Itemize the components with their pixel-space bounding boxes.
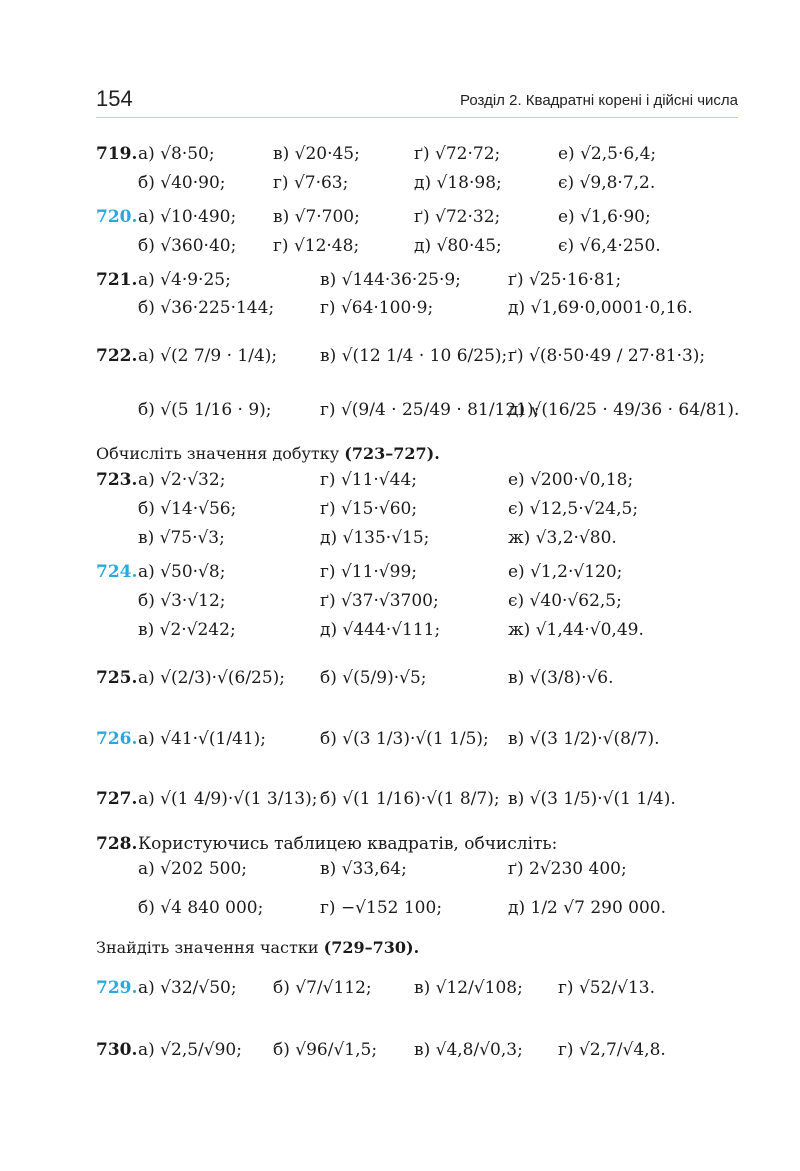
- exercise-item: б) √(5/9)·√5;: [320, 668, 427, 688]
- exercise-item: б) √14·√56;: [138, 499, 237, 519]
- exercise-item: г) −√152 100;: [320, 898, 443, 918]
- exercise-number: 728.: [96, 834, 138, 854]
- exercise-item: а) √4·9·25;: [138, 270, 231, 290]
- exercise-number: 725.: [96, 668, 138, 688]
- exercise-item: є) √12,5·√24,5;: [508, 499, 639, 519]
- exercise-item: ж) √3,2·√80.: [508, 528, 617, 548]
- exercise-item: ґ) √72·32;: [414, 207, 501, 227]
- exercise-item: г) √2,7/√4,8.: [558, 1040, 666, 1060]
- running-head: Розділ 2. Квадратні корені і дійсні числа: [460, 92, 738, 109]
- exercise-item: а) √202 500;: [138, 859, 248, 879]
- exercise-item: е) √1,2·√120;: [508, 562, 623, 582]
- exercise-item: а) √41·√(1/41);: [138, 729, 267, 749]
- exercise-item: е) √1,6·90;: [558, 207, 651, 227]
- exercise-item: е) √200·√0,18;: [508, 470, 634, 490]
- exercise-item: г) √7·63;: [273, 173, 349, 193]
- exercise-item: б) √36·225·144;: [138, 298, 275, 318]
- exercise-item: в) √(12 1/4 · 10 6/25);: [320, 346, 508, 366]
- exercise-item: б) √3·√12;: [138, 591, 226, 611]
- exercise-item: в) √(3/8)·√6.: [508, 668, 614, 688]
- exercise-item: д) √(16/25 · 49/36 · 64/81).: [508, 400, 740, 420]
- exercise-item: в) √20·45;: [273, 144, 360, 164]
- exercise-item: ґ) √15·√60;: [320, 499, 418, 519]
- instruction-range: (729–730).: [323, 938, 420, 957]
- exercise-item: в) √(3 1/2)·√(8/7).: [508, 729, 660, 749]
- instruction-products: [96, 444, 440, 463]
- exercise-item: е) √2,5·6,4;: [558, 144, 657, 164]
- exercise-item: в) √144·36·25·9;: [320, 270, 461, 290]
- exercise-item: а) √8·50;: [138, 144, 215, 164]
- exercise-number: 730.: [96, 1040, 138, 1060]
- exercise-item: г) √11·√99;: [320, 562, 418, 582]
- exercise-number: 721.: [96, 270, 138, 290]
- exercise-item: ґ) √37·√3700;: [320, 591, 439, 611]
- exercise-item: ґ) √25·16·81;: [508, 270, 622, 290]
- exercise-item: б) √360·40;: [138, 236, 237, 256]
- exercise-item: а) √2,5/√90;: [138, 1040, 242, 1060]
- exercise-item: в) √75·√3;: [138, 528, 225, 548]
- exercise-item: в) √12/√108;: [414, 978, 523, 998]
- instruction-text: Обчисліть значення добутку: [96, 444, 345, 463]
- exercise-item: д) √444·√111;: [320, 620, 441, 640]
- exercise-item: а) √(2/3)·√(6/25);: [138, 668, 286, 688]
- exercise-item: в) √7·700;: [273, 207, 360, 227]
- exercise-item: а) √(2 7/9 · 1/4);: [138, 346, 278, 366]
- exercise-item: г) √(9/4 · 25/49 · 81/121);: [320, 400, 540, 420]
- exercise-item: г) √52/√13.: [558, 978, 656, 998]
- exercise-number: 727.: [96, 789, 138, 809]
- exercise-item: ґ) √(8·50·49 / 27·81·3);: [508, 346, 706, 366]
- exercise-item: ґ) 2√230 400;: [508, 859, 627, 879]
- exercise-item: в) √33,64;: [320, 859, 407, 879]
- exercise-item: б) √(3 1/3)·√(1 1/5);: [320, 729, 489, 749]
- exercise-number: 719.: [96, 144, 138, 164]
- exercise-item: ж) √1,44·√0,49.: [508, 620, 644, 640]
- exercise-item: д) √1,69·0,0001·0,16.: [508, 298, 693, 318]
- exercise-item: б) √4 840 000;: [138, 898, 264, 918]
- exercise-item: д) √135·√15;: [320, 528, 430, 548]
- exercise-item: а) √2·√32;: [138, 470, 226, 490]
- exercise-item: є) √40·√62,5;: [508, 591, 622, 611]
- exercise-number: 724.: [96, 562, 138, 582]
- instruction-text: Знайдіть значення частки: [96, 938, 324, 957]
- exercise-item: б) √(5 1/16 · 9);: [138, 400, 272, 420]
- exercise-item: а) √50·√8;: [138, 562, 226, 582]
- exercise-item: є) √6,4·250.: [558, 236, 661, 256]
- page-number: 154: [96, 86, 133, 111]
- exercise-item: б) √96/√1,5;: [273, 1040, 378, 1060]
- exercise-item: г) √12·48;: [273, 236, 360, 256]
- exercise-item: г) √11·√44;: [320, 470, 418, 490]
- instruction-range: (723–727).: [344, 444, 440, 463]
- exercise-item: а) √10·490;: [138, 207, 237, 227]
- exercise-item: д) √80·45;: [414, 236, 502, 256]
- exercise-item: б) √(1 1/16)·√(1 8/7);: [320, 789, 500, 809]
- exercise-number: 729.: [96, 978, 138, 998]
- exercise-item: в) √4,8/√0,3;: [414, 1040, 523, 1060]
- exercise-item: б) √40·90;: [138, 173, 226, 193]
- instruction-quotients: [96, 938, 419, 957]
- exercise-item: д) √18·98;: [414, 173, 502, 193]
- exercise-item: в) √(3 1/5)·√(1 1/4).: [508, 789, 676, 809]
- exercise-item: д) 1/2 √7 290 000.: [508, 898, 667, 918]
- exercise-item: б) √7/√112;: [273, 978, 372, 998]
- exercise-item: ґ) √72·72;: [414, 144, 501, 164]
- exercise-text: Користуючись таблицею квадратів, обчисліть:: [138, 834, 558, 854]
- exercise-number: 726.: [96, 729, 138, 749]
- header-rule: [96, 117, 738, 118]
- exercise-number: 722.: [96, 346, 138, 366]
- exercise-item: в) √2·√242;: [138, 620, 236, 640]
- exercise-number: 720.: [96, 207, 138, 227]
- exercise-item: а) √(1 4/9)·√(1 3/13);: [138, 789, 318, 809]
- exercise-number: 723.: [96, 470, 138, 490]
- exercise-item: г) √64·100·9;: [320, 298, 434, 318]
- exercise-item: є) √9,8·7,2.: [558, 173, 656, 193]
- exercise-item: а) √32/√50;: [138, 978, 237, 998]
